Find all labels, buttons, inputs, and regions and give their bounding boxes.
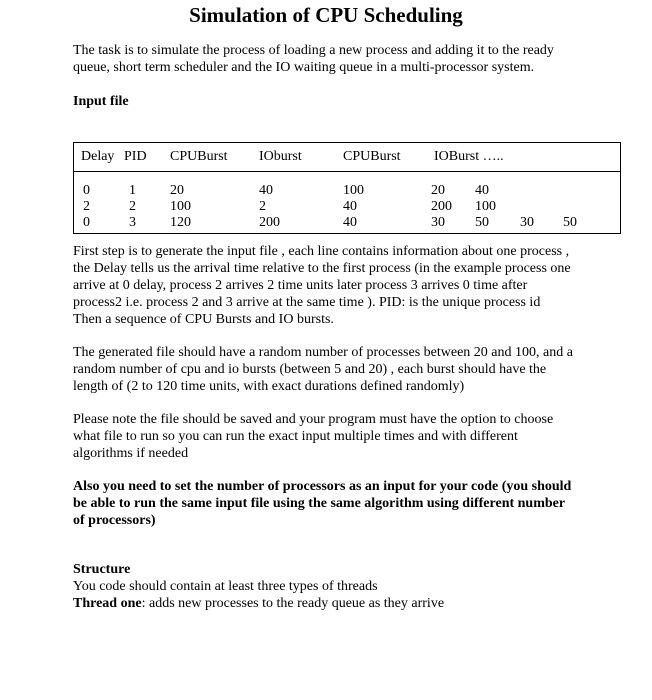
intro-line: The task is to simulate the process of loading a new process and adding it to the ready bbox=[73, 43, 554, 58]
thread-one-line bbox=[73, 595, 613, 612]
paragraph-line: the Delay tells us the arrival time relative to the first process (in the example process one bbox=[73, 261, 571, 276]
paragraph-line: First step is to generate the input file , each line contains information about one process , bbox=[73, 244, 570, 259]
table-cell: 20 bbox=[431, 183, 445, 198]
input-file-table bbox=[73, 142, 621, 234]
table-cell: 30 bbox=[520, 215, 534, 230]
paragraph-line: length of (2 to 120 time units, with exact durations defined randomly) bbox=[73, 379, 465, 394]
table-cell: 30 bbox=[431, 215, 445, 230]
generated-paragraph bbox=[73, 344, 633, 395]
header-cpuburst: CPUBurst bbox=[343, 149, 401, 164]
paragraph-line: of processors) bbox=[73, 513, 156, 528]
table-cell: 200 bbox=[259, 215, 280, 230]
paragraph-line: The generated file should have a random number of processes between 20 and 100, and a bbox=[73, 345, 573, 360]
paragraph-line: arrive at 0 delay, process 2 arrives 2 time units later process 3 arrives 0 time after bbox=[73, 278, 528, 293]
paragraph-line: algorithms if needed bbox=[73, 446, 189, 461]
input-file-heading: Input file bbox=[73, 94, 129, 109]
table-cell: 40 bbox=[475, 183, 489, 198]
table-cell: 2 bbox=[259, 199, 266, 214]
table-cell: 100 bbox=[343, 183, 364, 198]
header-ioburst: IOBurst ….. bbox=[434, 149, 504, 164]
paragraph-line: Also you need to set the number of processors as an input for your code (you should bbox=[73, 479, 572, 494]
table-cell: 100 bbox=[170, 199, 191, 214]
table-cell: 2 bbox=[129, 199, 136, 214]
paragraph-line: what file to run so you can run the exact input multiple times and with different bbox=[73, 429, 518, 444]
header-pid: PID bbox=[124, 149, 147, 164]
table-cell: 40 bbox=[259, 183, 273, 198]
table-cell: 0 bbox=[83, 215, 90, 230]
step-paragraph bbox=[73, 243, 633, 328]
table-cell: 40 bbox=[343, 199, 357, 214]
table-cell: 0 bbox=[83, 183, 90, 198]
table-cell: 50 bbox=[475, 215, 489, 230]
intro-line: queue, short term scheduler and the IO waiting queue in a multi-processor system. bbox=[73, 60, 535, 75]
table-cell: 200 bbox=[431, 199, 452, 214]
header-divider bbox=[74, 171, 620, 172]
header-delay: Delay bbox=[81, 149, 115, 164]
paragraph-line: Then a sequence of CPU Bursts and IO bursts. bbox=[73, 312, 334, 327]
table-cell: 100 bbox=[475, 199, 496, 214]
paragraph-line: Please note the file should be saved and your program must have the option to choose bbox=[73, 412, 554, 427]
structure-heading: Structure bbox=[73, 562, 131, 577]
table-cell: 40 bbox=[343, 215, 357, 230]
paragraph-line: be able to run the same input file using the same algorithm using different number bbox=[73, 496, 566, 511]
paragraph-line: process2 i.e. process 2 and 3 arrive at the same time ). PID: is the unique process id bbox=[73, 295, 541, 310]
note-paragraph bbox=[73, 411, 613, 462]
header-cpuburst: CPUBurst bbox=[170, 149, 228, 164]
table-cell: 50 bbox=[563, 215, 577, 230]
header-ioburst: IOburst bbox=[259, 149, 302, 164]
document-title: Simulation of CPU Scheduling bbox=[189, 3, 463, 27]
table-cell: 120 bbox=[170, 215, 191, 230]
processors-paragraph bbox=[73, 478, 633, 529]
table-cell: 20 bbox=[170, 183, 184, 198]
structure-section bbox=[73, 561, 613, 612]
table-cell: 2 bbox=[83, 199, 90, 214]
paragraph-line: random number of cpu and io bursts (between 5 and 20) , each burst should have the bbox=[73, 362, 547, 377]
thread-one-label: Thread one bbox=[73, 596, 142, 611]
table-cell: 1 bbox=[129, 183, 136, 198]
intro-paragraph bbox=[73, 42, 613, 76]
structure-line: You code should contain at least three types of threads bbox=[73, 579, 378, 594]
thread-one-text: : adds new processes to the ready queue as they arrive bbox=[141, 596, 445, 611]
table-cell: 3 bbox=[129, 215, 136, 230]
